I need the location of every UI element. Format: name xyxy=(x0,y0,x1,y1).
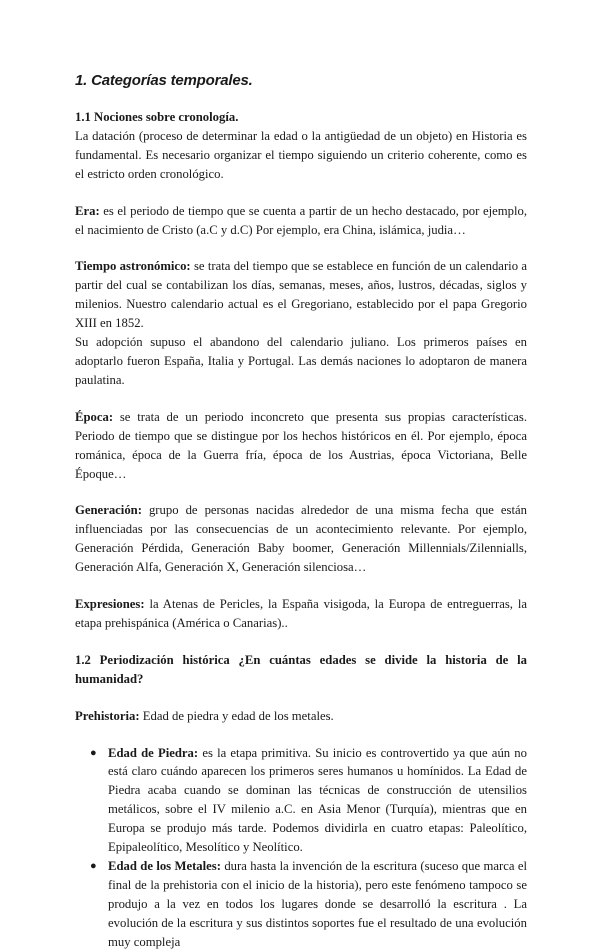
bullet-icon: ● xyxy=(90,860,97,872)
generation-text: grupo de personas nacidas alrededor de una misma fecha que están influenciadas por las consecuencias de un acontecimiento relevante. Por ejemplo, Generación Pérdida, Generación Baby boomer, Generación Millennials/Zilennialls, Generación Alfa, Generación X, Generación silenciosa… xyxy=(75,503,527,575)
era-text: es el periodo de tiempo que se cuenta a partir de un hecho destacado, por ejemplo, el nacimiento de Cristo (a.C y d.C) Por ejemplo, era China, islámica, judia… xyxy=(75,203,527,237)
section-title: 1. Categorías temporales. xyxy=(75,72,253,89)
bullet-icon: ● xyxy=(90,746,97,759)
prehistory-paragraph xyxy=(75,707,527,726)
astronomical-time-term: Tiempo astronómico: xyxy=(75,259,191,274)
list-item xyxy=(90,744,527,857)
expressions-text: la Atenas de Pericles, la España visigoda, la Europa de entreguerras, la etapa prehispánica (América o Canarias).. xyxy=(75,597,527,630)
calendar-adoption-paragraph: Su adopción supuso el abandono del calendario juliano. Los primeros países en adoptarlo fueron España, Italia y Portugal. Las demás naciones lo adoptaron de manera paulatina. xyxy=(75,335,527,387)
era-term: Era: xyxy=(75,203,100,218)
subsection-heading-1-2: 1.2 Periodización histórica ¿En cuántas edades se divide la historia de la humanidad? xyxy=(75,652,527,686)
prehistory-term: Prehistoria: xyxy=(75,708,140,723)
intro-paragraph: La datación (proceso de determinar la edad o la antigüedad de un objeto) en Historia es fundamental. Es necesario organizar el tiempo siguiendo un criterio coherente, como es el estricto orden cronológico. xyxy=(75,128,527,181)
generation-paragraph xyxy=(75,501,527,577)
prehistory-text: Edad de piedra y edad de los metales. xyxy=(139,708,334,723)
generation-term: Generación: xyxy=(75,503,142,518)
list-item xyxy=(90,857,527,952)
astronomical-time-text: se trata del tiempo que se establece en función de un calendario a partir del cual se contabilizan los días, semanas, meses, años, lustros, décadas, siglos y milenios. Nuestro calendario actual es el Gregoriano, establecido por el papa Gregorio XIII en 1852. xyxy=(75,259,527,331)
expressions-term: Expresiones: xyxy=(75,597,145,612)
metal-age-term: Edad de los Metales: xyxy=(108,859,221,873)
document-body xyxy=(75,108,527,952)
metal-age-text: dura hasta la invención de la escritura (suceso que marca el final de la prehistoria con el inicio de la historia), pero este fenómeno tampoco se produjo a la vez en todos los lugares donde se desarrolló la escritura . La evolución de la escritura y sus distintos soportes fue el resultado de una evolución muy compleja xyxy=(108,859,527,949)
stone-age-term: Edad de Piedra: xyxy=(108,745,199,760)
epoch-term: Época: xyxy=(75,409,114,424)
epoch-paragraph xyxy=(75,408,527,484)
stone-age-text: es la etapa primitiva. Su inicio es controvertido ya que aún no está claro cuándo aparecen los primeros seres humanos u homínidos. La Edad de Piedra acaba cuando se dominan las técnicas de construcción de utensilios metálicos, sobre el IV milenio a.C. en Asia Menor (Turquía), mientras que en Europa se produjo más tarde. Podemos dividirla en cuatro etapas: Paleolítico, Epipaleolítico, Mesolítico y Neolítico. xyxy=(108,745,527,855)
subsection-heading-1-1: 1.1 Nociones sobre cronología. xyxy=(75,110,239,124)
expressions-paragraph xyxy=(75,595,527,633)
astronomical-time-paragraph xyxy=(75,257,527,333)
epoch-text: se trata de un periodo inconcreto que presenta sus propias características. Periodo de tiempo que se distingue por los hechos históricos en él. Por ejemplo, época románica, época de la Guerra fría, época de los Austrias, época Victoriana, Belle Époque… xyxy=(75,409,527,481)
era-paragraph xyxy=(75,202,527,240)
